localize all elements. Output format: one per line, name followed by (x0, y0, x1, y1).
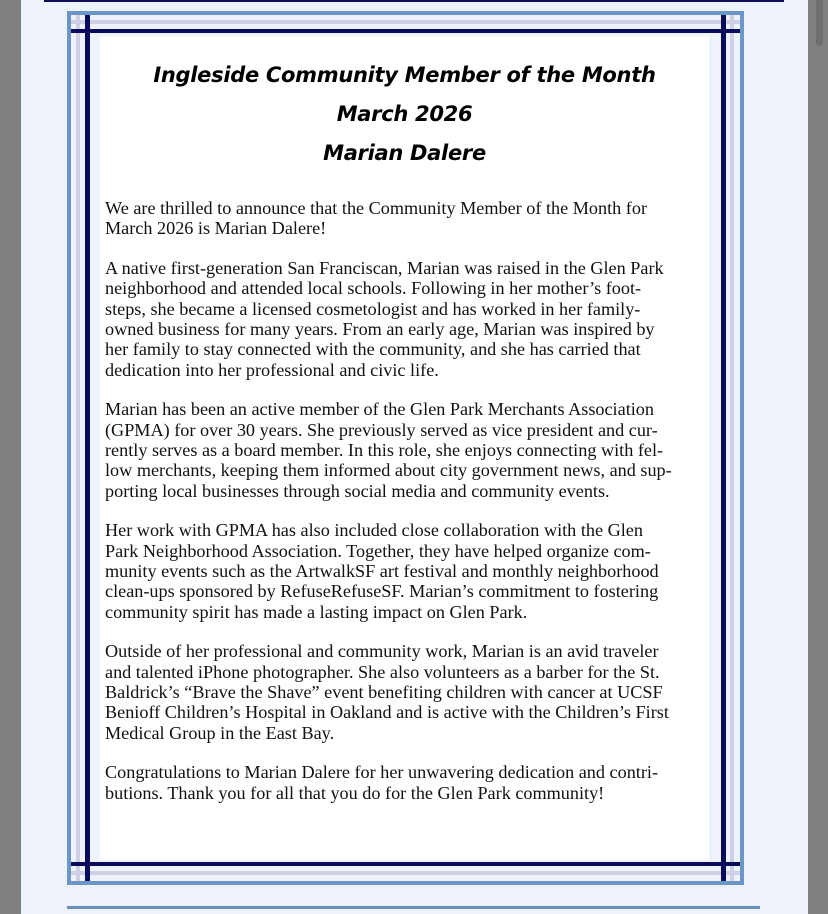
bottom-divider (67, 906, 760, 909)
announcement-body (105, 198, 709, 822)
paragraph-collaboration: Her work with GPMA has also included close collaboration with the Glen Park Neighborhood Association. Together, they have helped organize com- munity events such as the ArtwalkSF art festival and monthly neighborhood clean-ups sponsored by RefuseRefuseSF. Marian’s commitment to fostering community spirit has made a lasting impact on Glen Park. (105, 520, 659, 622)
paragraph-background: A native first-generation San Franciscan, Marian was raised in the Glen Park neighborhood and attended local schools. Following in her mother’s foot- steps, she became a licensed cosmetologist and has worked in her family- owned business for many years. From an early age, Marian was inspired by her family to stay connected with the community, and she has carried that dedication into her professional and civic life. (105, 258, 664, 380)
paragraph-personal: Outside of her professional and community work, Marian is an avid traveler and talented iPhone photographer. She also volunteers as a barber for the St. Baldrick’s “Brave the Shave” event benefiting children with cancer at UCSF Benioff Children’s Hospital in Oakland and is active with the Children’s First Medical Group in the East Bay. (105, 641, 669, 743)
paragraph-intro: We are thrilled to announce that the Community Member of the Month for March 2026 is Marian Dalere! (105, 198, 648, 239)
scrollbar[interactable] (808, 0, 828, 914)
frame-line-navy-left (85, 15, 90, 881)
paragraph-congratulations: Congratulations to Marian Dalere for her unwavering dedication and contri- butions. Thank you for all that you do for the Glen Park community! (105, 762, 659, 803)
frame-line-navy-right (721, 15, 726, 881)
top-divider (44, 0, 784, 2)
frame-line-navy-top (71, 29, 740, 33)
frame-line-lavender-top (71, 20, 740, 24)
frame-line-navy-bottom (71, 862, 740, 866)
scrollbar-thumb[interactable] (816, 0, 823, 46)
announcement-title (100, 56, 709, 173)
frame-line-lavender-bottom (71, 871, 740, 875)
paragraph-gpma: Marian has been an active member of the Glen Park Merchants Association (GPMA) for over 30 years. She previously served as vice president and cur- rently serves as a board member. In this role, she enjoys connecting with fel- low merchants, keeping them informed about city government news, and sup- porting local businesses through social media and community events. (105, 399, 672, 501)
frame-line-lavender-left (76, 15, 80, 881)
frame-line-lavender-right (730, 15, 734, 881)
title-line-honoree: Marian Dalere (323, 141, 486, 165)
title-line-heading: Ingleside Community Member of the Month (153, 63, 656, 87)
title-line-date: March 2026 (336, 102, 473, 126)
